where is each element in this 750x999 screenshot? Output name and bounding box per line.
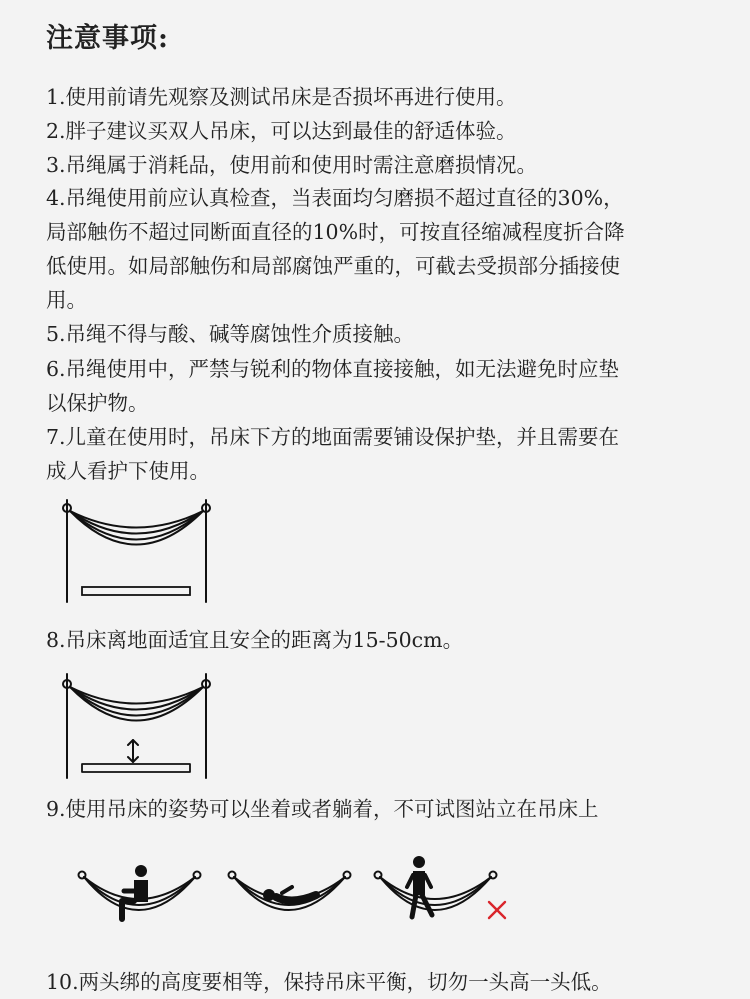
list-item-line: 以保护物。 (46, 391, 149, 415)
list-item-line: 7.儿童在使用时，吊床下方的地面需要铺设保护垫，并且需要在 (46, 425, 620, 449)
hammock-height-arrow-icon (60, 670, 220, 782)
list-item-6 (46, 352, 696, 420)
list-item-line: 5.吊绳不得与酸、碱等腐蚀性介质接触。 (46, 322, 415, 346)
list-item-7 (46, 420, 696, 488)
list-item-line: 局部触伤不超过同断面直径的10%时，可按直径缩减程度折合降 (46, 220, 625, 244)
list-item-8 (46, 623, 696, 657)
list-item-4 (46, 181, 696, 317)
red-cross-icon (486, 899, 508, 921)
list-item-1 (46, 80, 696, 114)
hammock-with-ground-pad-icon (60, 494, 220, 606)
list-item-line: 用。 (46, 288, 87, 312)
list-item-5 (46, 317, 696, 351)
list-item-line: 9.使用吊床的姿势可以坐着或者躺着，不可试图站立在吊床上 (46, 797, 599, 821)
list-item-9 (46, 792, 696, 826)
list-item-line: 2.胖子建议买双人吊床，可以达到最佳的舒适体验。 (46, 119, 517, 143)
person-sitting-in-hammock-icon (76, 855, 204, 927)
list-item-line: 8.吊床离地面适宜且安全的距离为15-50cm。 (46, 628, 464, 652)
list-item-10 (46, 965, 696, 999)
list-item-line: 10.两头绑的高度要相等，保持吊床平衡，切勿一头高一头低。 (46, 970, 612, 994)
list-item-line: 4.吊绳使用前应认真检查，当表面均匀磨损不超过直径的30%， (46, 186, 624, 210)
list-item-line: 6.吊绳使用中，严禁与锐利的物体直接接触，如无法避免时应垫 (46, 357, 620, 381)
list-item-3 (46, 148, 696, 182)
list-item-line: 低使用。如局部触伤和局部腐蚀严重的，可截去受损部分插接使 (46, 254, 620, 278)
list-item-2 (46, 114, 696, 148)
person-standing-in-hammock-icon (372, 855, 500, 927)
list-item-line: 成人看护下使用。 (46, 459, 210, 483)
person-lying-in-hammock-icon (226, 855, 354, 927)
page-title: 注意事项: (46, 23, 169, 54)
list-item-line: 3.吊绳属于消耗品，使用前和使用时需注意磨损情况。 (46, 153, 538, 177)
list-item-line: 1.使用前请先观察及测试吊床是否损坏再进行使用。 (46, 85, 517, 109)
